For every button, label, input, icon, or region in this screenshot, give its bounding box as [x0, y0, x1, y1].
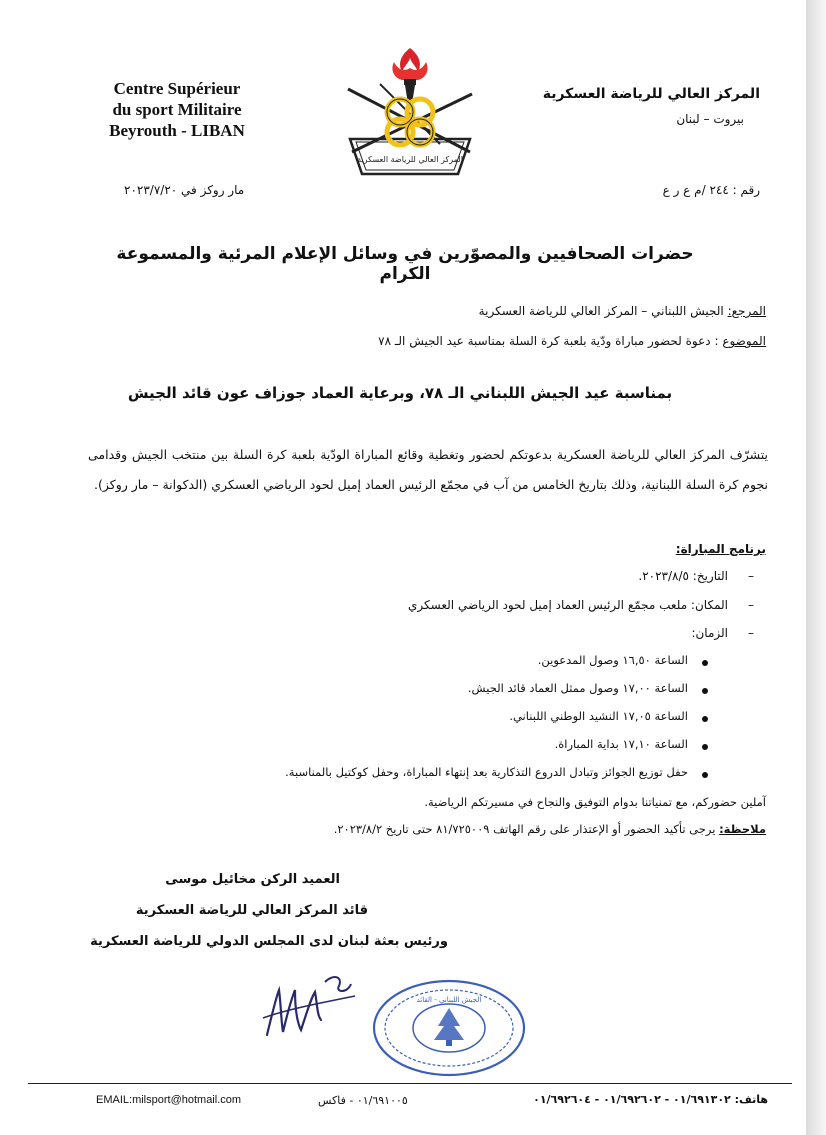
schedule-item: الساعة ١٧,٠٠ وصول ممثل العماد قائد الجيش.: [467, 681, 688, 695]
handwritten-signature: [255, 960, 375, 1050]
stamp-text: الجيش اللبناني - القائد: [416, 996, 482, 1004]
official-stamp: [370, 978, 528, 1078]
addressee: حضرات الصحافيين والمصوّرين في وسائل الإعلام المرئية والمسموعة الكرام: [116, 244, 694, 284]
schedule-item: الساعة ١٧,١٠ بداية المباراة.: [554, 737, 688, 751]
schedule-item: الساعة ١٦,٥٠ وصول المدعوين.: [537, 653, 688, 667]
bullet-marker: [702, 772, 708, 778]
signatory-role: ورئيس بعثة لبنان لدى المجلس الدولي للرياضة العسكرية: [90, 934, 448, 949]
reference-number: رقم : ٢٤٤ /م ع ر ع: [662, 183, 760, 197]
note-label: ملاحظة:: [719, 822, 766, 836]
signatory-title: قائد المركز العالي للرياضة العسكرية: [135, 903, 368, 918]
program-title: برنامج المباراة:: [675, 542, 766, 556]
arabic-header: [500, 86, 760, 126]
invitation-paragraph: يتشرّف المركز العالي للرياضة العسكرية بدعوتكم لحضور وتغطية وقائع المباراة الودّية بلعبة كرة السلة بين منتخب الجيش وقدامى نجوم كرة السلة اللبنانية، وذلك بتاريخ الخامس من آب في مجمّع الرئيس العماد إميل لحود الرياضي العسكري (الدكوانة – مار روكز).: [88, 447, 768, 492]
subject-value: : دعوة لحضور مباراة ودّية بلعبة كرة السلة بمناسبة عيد الجيش الـ ٧٨: [378, 334, 723, 348]
fr-line-2: du sport Militaire: [112, 100, 242, 119]
signatory-name: العميد الركن مخائيل موسى: [165, 872, 340, 887]
reference-value: الجيش اللبناني – المركز العالي للرياضة العسكرية: [478, 304, 728, 318]
ar-header-line-1: المركز العالي للرياضة العسكرية: [542, 86, 760, 102]
event-heading: بمناسبة عيد الجيش اللبناني الـ ٧٨، وبرعاية العماد جوزاف عون قائد الجيش: [127, 384, 673, 402]
program-date: التاريخ: ٢٠٢٣/٨/٥.: [638, 569, 728, 583]
fr-line-1: Centre Supérieur: [113, 79, 241, 98]
schedule-item: حفل توزيع الجوائز وتبادل الدروع التذكارية بعد إنتهاء المباراة، وحفل كوكتيل بالمناسبة.: [285, 765, 688, 779]
footer-email: EMAIL:milsport@hotmail.com: [96, 1094, 242, 1106]
reference-line: [479, 304, 766, 318]
letter-date: مار روكز في ٢٠٢٣/٧/٢٠: [124, 183, 245, 197]
ar-header-line-2: بيروت – لبنان: [676, 112, 744, 126]
fr-line-3: Beyrouth - LIBAN: [109, 121, 245, 140]
program-place: المكان: ملعب مجمّع الرئيس العماد إميل لحود الرياضي العسكري: [408, 598, 728, 612]
footer-divider: [28, 1083, 792, 1084]
bullet-marker: [702, 744, 708, 750]
dash-marker: –: [748, 598, 754, 612]
reference-label: المرجع:: [727, 304, 766, 318]
french-header: [82, 78, 272, 141]
closing-line: آملين حضوركم، مع تمنياتنا بدوام التوفيق والنجاح في مسيرتكم الرياضية.: [424, 795, 766, 809]
logo-banner-text: المركز العالي للرياضة العسكرية: [357, 155, 463, 164]
note-text: يرجى تأكيد الحضور أو الإعتذار على رقم الهاتف ٨١/٧٢٥٠٠٩ حتى تاريخ ٢٠٢٣/٨/٢.: [333, 822, 720, 836]
note-line: [334, 822, 766, 836]
subject-label: الموضوع: [722, 334, 766, 348]
military-sport-logo: [330, 44, 490, 179]
subject-line: [378, 334, 766, 348]
dash-marker: –: [748, 569, 754, 583]
program-time: الزمان:: [691, 626, 728, 640]
page-edge: [806, 0, 826, 1135]
bullet-marker: [702, 660, 708, 666]
dash-marker: –: [748, 626, 754, 640]
footer-phone: هاتف: ٠١/٦٩١٣٠٢ - ٠١/٦٩٢٦٠٢ - ٠١/٦٩٢٦٠٤: [533, 1093, 768, 1106]
schedule-item: الساعة ١٧,٠٥ النشيد الوطني اللبناني.: [509, 709, 688, 723]
bullet-marker: [702, 716, 708, 722]
bullet-marker: [702, 688, 708, 694]
footer-fax: ٠١/٦٩١٠٠٥ - فاكس: [318, 1094, 408, 1107]
